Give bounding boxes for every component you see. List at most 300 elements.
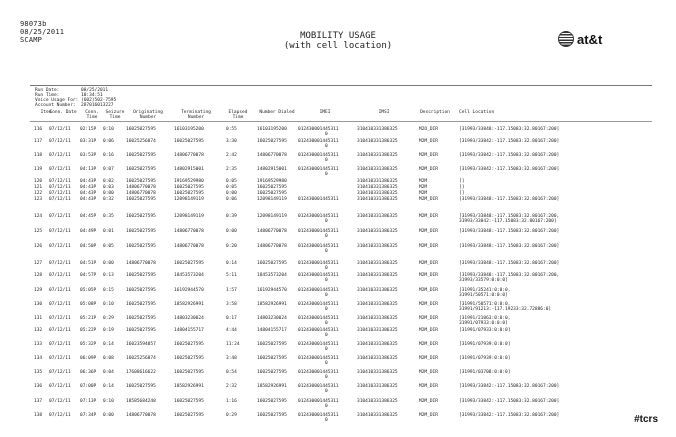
cell-cell: [31991/21063:0:0:0, xyxy=(459,316,511,321)
cell-imei: 012430001445311 xyxy=(298,197,339,202)
cell-time: 04:13P xyxy=(80,167,97,172)
cell-item: 133 xyxy=(34,342,43,347)
cell-desc: M2M_DIR xyxy=(419,356,438,361)
cell-item: 123 xyxy=(34,197,43,202)
cell-seizure: 0:00 xyxy=(103,191,114,196)
cell-desc: M2M_DIR xyxy=(419,197,438,202)
cell-imsi: 310410331386325 xyxy=(357,153,398,158)
cell-term: 16025027595 xyxy=(174,139,204,144)
cell-date: 07/12/11 xyxy=(49,191,71,196)
cell-time: 05:22P xyxy=(80,328,97,333)
cell-desc: M2M_DIR xyxy=(419,229,438,234)
cell-time: 04:43P xyxy=(80,179,97,184)
cell-term: 16025027595 xyxy=(174,185,204,190)
cell-cell: [31991/07939:0:0:0] xyxy=(459,356,511,361)
cell-dialed: 16025027595 xyxy=(257,399,287,404)
cell-time: 04:50P xyxy=(80,244,97,249)
cell-imsi: 310410331386325 xyxy=(357,413,398,418)
cell-dialed: 14802915001 xyxy=(257,167,287,172)
cell-seizure: 0:02 xyxy=(103,179,114,184)
column-header: Conn. Date xyxy=(49,110,77,115)
cell-elapsed: 1:16 xyxy=(226,399,237,404)
imei-suffix: 0 xyxy=(325,404,328,409)
cell-term: 14806770078 xyxy=(174,244,204,249)
cell-date: 07/12/11 xyxy=(49,370,71,375)
cell-elapsed: 0:06 xyxy=(226,197,237,202)
cell-elapsed: 3:48 xyxy=(226,356,237,361)
cell-term: 16025027595 xyxy=(174,399,204,404)
cell-elapsed: 1:57 xyxy=(226,288,237,293)
cell-imsi: 310410331386325 xyxy=(357,288,398,293)
cell-imei: 012430001445311 xyxy=(298,413,339,418)
cell-dialed: 16025027595 xyxy=(257,191,287,196)
cell-desc: M2M_DIR xyxy=(419,167,438,172)
cell-cell: [31991/07939:0:0:0] xyxy=(459,342,511,347)
imei-suffix: 0 xyxy=(325,158,328,163)
cell-imsi: 310410331386325 xyxy=(357,316,398,321)
cell-orig: 18585684248 xyxy=(126,399,156,404)
column-header: Originating Number xyxy=(133,110,163,120)
cell-elapsed: 0:05 xyxy=(226,179,237,184)
cell-dialed: 14804155717 xyxy=(257,328,287,333)
cell-imsi: 310410331386325 xyxy=(357,302,398,307)
column-header: IMEI xyxy=(319,110,331,115)
cell-date: 07/12/11 xyxy=(49,261,71,266)
cell-orig: 16025256874 xyxy=(126,139,156,144)
cell-desc: M2O_DIR xyxy=(419,127,438,132)
cell-date: 07/12/11 xyxy=(49,273,71,278)
cell-time: 03:31P xyxy=(80,139,97,144)
cell-cell: [31993/33848:-117.15083:32.80167:200, xyxy=(459,214,560,219)
cell-term: 16025027595 xyxy=(174,413,204,418)
cell-term: 19169529980 xyxy=(174,179,204,184)
cell-location-continued: 31991/50571:0:0:0] xyxy=(459,293,508,298)
cell-seizure: 0:04 xyxy=(103,370,114,375)
imei-suffix: 0 xyxy=(325,375,328,380)
cell-location-continued: 31991/07933:0:0:0] xyxy=(459,321,508,326)
imei-suffix: 0 xyxy=(325,219,328,224)
cell-seizure: 0:14 xyxy=(103,342,114,347)
title-line-1: MOBILITY USAGE xyxy=(300,31,376,41)
cell-item: 125 xyxy=(34,229,43,234)
cell-time: 04:43P xyxy=(80,197,97,202)
cell-dialed: 14806770078 xyxy=(257,153,287,158)
cell-seizure: 0:16 xyxy=(103,153,114,158)
cell-date: 07/12/11 xyxy=(49,399,71,404)
cell-cell: [31993/33842:-117.15083:32.80167:200] xyxy=(459,153,560,158)
table-header-divider xyxy=(30,121,652,122)
cell-cell: [31993/33842:-117.15083:32.80167:200] xyxy=(459,384,560,389)
cell-orig: 17608616622 xyxy=(126,370,156,375)
cell-date: 07/12/11 xyxy=(49,384,71,389)
column-header: Item xyxy=(40,110,52,115)
cell-date: 07/12/11 xyxy=(49,328,71,333)
cell-orig: 14806770078 xyxy=(126,191,156,196)
cell-desc: M2M_DIR xyxy=(419,384,438,389)
cell-cell: [31991/03708:0:0:0] xyxy=(459,370,511,375)
cell-orig: 16025256874 xyxy=(126,356,156,361)
cell-seizure: 0:00 xyxy=(103,261,114,266)
column-header: Cell Location xyxy=(459,110,495,115)
cell-date: 07/12/11 xyxy=(49,288,71,293)
cell-seizure: 0:07 xyxy=(103,167,114,172)
cell-desc: M2M_DIR xyxy=(419,399,438,404)
cell-imsi: 310410331386325 xyxy=(357,328,398,333)
cell-seizure: 0:06 xyxy=(103,139,114,144)
cell-dialed: 16192944570 xyxy=(257,288,287,293)
cell-elapsed: 0:05 xyxy=(226,185,237,190)
imei-suffix: 0 xyxy=(325,172,328,177)
cell-term: 12098149119 xyxy=(174,197,204,202)
cell-cell: [31991/35241:0:0:0, xyxy=(459,288,511,293)
cell-imsi: 310410331386325 xyxy=(357,179,398,184)
cell-cell: [] xyxy=(459,185,465,190)
cell-date: 07/12/11 xyxy=(49,197,71,202)
cell-time: 02:15P xyxy=(80,127,97,132)
cell-imei: 012430001445311 xyxy=(298,356,339,361)
cell-time: 07:00P xyxy=(80,384,97,389)
meta-value: (602)502-7595 xyxy=(81,98,117,103)
cell-dialed: 16025027595 xyxy=(257,413,287,418)
cell-imei: 012430001445311 xyxy=(298,302,339,307)
cell-imei: 012430001445311 xyxy=(298,261,339,266)
cell-seizure: 0:10 xyxy=(103,127,114,132)
imei-suffix: 0 xyxy=(325,249,328,254)
cell-item: 117 xyxy=(34,139,43,144)
cell-item: 134 xyxy=(34,356,43,361)
cell-orig: 14806770078 xyxy=(126,413,156,418)
cell-dialed: 16025027595 xyxy=(257,356,287,361)
cell-term: 18582926991 xyxy=(174,302,204,307)
cell-cell: [31993/33848:-117.15083:32.80167:200, xyxy=(459,273,560,278)
imei-suffix: 0 xyxy=(325,278,328,283)
cell-orig: 16025027595 xyxy=(126,153,156,158)
cell-imsi: 310410331386325 xyxy=(357,191,398,196)
cell-desc: M2M_DIR xyxy=(419,328,438,333)
cell-time: 04:51P xyxy=(80,261,97,266)
cell-item: 130 xyxy=(34,302,43,307)
cell-desc: M2M_DIR xyxy=(419,214,438,219)
cell-imei: 012430001445311 xyxy=(298,139,339,144)
cell-orig: 16025027595 xyxy=(126,384,156,389)
column-header: Seizure Time xyxy=(105,110,125,120)
cell-elapsed: 0:00 xyxy=(226,229,237,234)
cell-item: 118 xyxy=(34,153,43,158)
cell-seizure: 0:03 xyxy=(103,185,114,190)
cell-dialed: 16025027595 xyxy=(257,185,287,190)
cell-orig: 16025027595 xyxy=(126,127,156,132)
cell-cell: [31993/33848:-117.15083:32.80167:200] xyxy=(459,261,560,266)
cell-term: 18582926991 xyxy=(174,384,204,389)
cell-term: 16025027595 xyxy=(174,370,204,375)
cell-dialed: 14806770078 xyxy=(257,229,287,234)
imei-suffix: 0 xyxy=(325,347,328,352)
cell-elapsed: 2:42 xyxy=(226,153,237,158)
cell-item: 116 xyxy=(34,127,43,132)
cell-seizure: 0:29 xyxy=(103,316,114,321)
cell-elapsed: 2:35 xyxy=(226,167,237,172)
cell-seizure: 0:13 xyxy=(103,273,114,278)
cell-item: 131 xyxy=(34,316,43,321)
cell-dialed: 16025027595 xyxy=(257,261,287,266)
cell-cell: [31991/50571:0:0:0, xyxy=(459,302,511,307)
cell-seizure: 0:00 xyxy=(103,413,114,418)
cell-cell: [31993/33842:-117.15083:32.80167:200] xyxy=(459,399,560,404)
cell-imsi: 310410331386325 xyxy=(357,214,398,219)
cell-term: 14803230024 xyxy=(174,316,204,321)
cell-seizure: 0:05 xyxy=(103,244,114,249)
cell-time: 07:34P xyxy=(80,413,97,418)
cell-imei: 012430001445311 xyxy=(298,214,339,219)
cell-desc: M2M_DIR xyxy=(419,261,438,266)
cell-seizure: 0:08 xyxy=(103,356,114,361)
cell-imsi: 310410331386325 xyxy=(357,229,398,234)
cell-term: 16192944570 xyxy=(174,288,204,293)
cell-seizure: 0:10 xyxy=(103,399,114,404)
cell-dialed: 19169529980 xyxy=(257,179,287,184)
cell-term: 16025027595 xyxy=(174,261,204,266)
cell-imsi: 310410331386325 xyxy=(357,185,398,190)
report-date: 08/25/2011 xyxy=(20,28,65,36)
cell-desc: M2M xyxy=(419,191,428,196)
cell-date: 07/12/11 xyxy=(49,316,71,321)
cell-item: 126 xyxy=(34,244,43,249)
cell-time: 05:08P xyxy=(80,302,97,307)
cell-elapsed: 5:11 xyxy=(226,273,237,278)
cell-orig: 14806770078 xyxy=(126,185,156,190)
cell-orig: 16025027595 xyxy=(126,328,156,333)
cell-seizure: 0:10 xyxy=(103,302,114,307)
cell-location-continued: 31991/91213:-117.19233:32.72886:0] xyxy=(459,307,552,312)
cell-imei: 012430001445311 xyxy=(298,273,339,278)
imei-suffix: 0 xyxy=(325,418,328,423)
cell-elapsed: 0:39 xyxy=(226,214,237,219)
cell-time: 05:21P xyxy=(80,316,97,321)
column-header: Description xyxy=(420,110,450,115)
imei-suffix: 0 xyxy=(325,361,328,366)
cell-item: 132 xyxy=(34,328,43,333)
report-id: 98073b xyxy=(20,20,47,28)
cell-orig: 16025027595 xyxy=(126,288,156,293)
cell-imei: 012430001445311 xyxy=(298,370,339,375)
cell-date: 07/12/11 xyxy=(49,139,71,144)
cell-desc: M2M xyxy=(419,185,428,190)
cell-seizure: 0:14 xyxy=(103,384,114,389)
cell-item: 119 xyxy=(34,167,43,172)
cell-dialed: 18582926991 xyxy=(257,384,287,389)
cell-desc: M2M_DIR xyxy=(419,153,438,158)
cell-elapsed: 0:00 xyxy=(226,191,237,196)
cell-elapsed: 0:54 xyxy=(226,370,237,375)
cell-imsi: 310410331386325 xyxy=(357,342,398,347)
cell-orig: 16025027595 xyxy=(126,273,156,278)
cell-date: 07/12/11 xyxy=(49,185,71,190)
cell-imsi: 310410331386325 xyxy=(357,370,398,375)
cell-location-continued: 31993/33579:0:0:0] xyxy=(459,278,508,283)
cell-term: 14804155717 xyxy=(174,328,204,333)
cell-imsi: 310410331386325 xyxy=(357,139,398,144)
cell-desc: M2M_DIR xyxy=(419,273,438,278)
cell-imei: 012430001445311 xyxy=(298,153,339,158)
cell-seizure: 0:19 xyxy=(103,328,114,333)
cell-date: 07/12/11 xyxy=(49,413,71,418)
att-logo xyxy=(558,31,602,47)
cell-item: 122 xyxy=(34,191,43,196)
cell-term: 16025027595 xyxy=(174,342,204,347)
cell-elapsed: 11:24 xyxy=(226,342,240,347)
cell-orig: 16025027595 xyxy=(126,302,156,307)
cell-time: 05:32P xyxy=(80,342,97,347)
cell-date: 07/12/11 xyxy=(49,356,71,361)
cell-date: 07/12/11 xyxy=(49,302,71,307)
cell-desc: M2M_DIR xyxy=(419,342,438,347)
cell-time: 04:57P xyxy=(80,273,97,278)
column-header: IMSI xyxy=(378,110,390,115)
meta-label: Account Number: xyxy=(35,103,76,108)
cell-time: 07:13P xyxy=(80,399,97,404)
cell-elapsed: 0:17 xyxy=(226,316,237,321)
cell-item: 135 xyxy=(34,370,43,375)
cell-item: 136 xyxy=(34,384,43,389)
cell-orig: 16025027595 xyxy=(126,179,156,184)
cell-cell: [] xyxy=(459,179,465,184)
cell-date: 07/12/11 xyxy=(49,244,71,249)
cell-item: 137 xyxy=(34,399,43,404)
cell-orig: 16025027595 xyxy=(126,244,156,249)
imei-suffix: 0 xyxy=(325,293,328,298)
cell-seizure: 0:32 xyxy=(103,197,114,202)
cell-item: 138 xyxy=(34,413,43,418)
column-header: Conn. Time xyxy=(85,110,99,120)
imei-suffix: 0 xyxy=(325,266,328,271)
cell-seizure: 0:35 xyxy=(103,214,114,219)
cell-cell: [] xyxy=(459,191,465,196)
cell-imsi: 310410331386325 xyxy=(357,197,398,202)
cell-term: 18453573204 xyxy=(174,273,204,278)
cell-dialed: 12098149119 xyxy=(257,214,287,219)
cell-time: 03:53P xyxy=(80,153,97,158)
report-system: SCAMP xyxy=(20,36,43,44)
cell-orig: 16025027595 xyxy=(126,229,156,234)
cell-dialed: 14806770078 xyxy=(257,244,287,249)
cell-orig: 14806770078 xyxy=(126,261,156,266)
cell-imsi: 310410331386325 xyxy=(357,261,398,266)
cell-time: 06:09P xyxy=(80,356,97,361)
meta-label: Run Time: xyxy=(35,93,60,98)
cell-item: 129 xyxy=(34,288,43,293)
column-header: Terminating Number xyxy=(181,110,211,120)
cell-dialed: 16025027595 xyxy=(257,370,287,375)
cell-cell: [31991/07933:0:0:0] xyxy=(459,328,511,333)
meta-label: Voice Usage For: xyxy=(35,98,79,103)
cell-dialed: 18453573204 xyxy=(257,273,287,278)
cell-imsi: 310410331386325 xyxy=(357,273,398,278)
cell-desc: M2M_DIR xyxy=(419,413,438,418)
imei-suffix: 0 xyxy=(325,321,328,326)
cell-location-continued: 31993/33842:-117.15083:32.80167:200] xyxy=(459,219,557,224)
cell-imei: 012430001445311 xyxy=(298,328,339,333)
cell-cell: [31993/33842:-117.15083:32.80167:200] xyxy=(459,139,560,144)
cell-item: 120 xyxy=(34,179,43,184)
cell-imei: 012430001445311 xyxy=(298,229,339,234)
cell-term: 12098149119 xyxy=(174,214,204,219)
cell-date: 07/12/11 xyxy=(49,342,71,347)
cell-orig: 16023594057 xyxy=(126,342,156,347)
meta-label: Run Date: xyxy=(35,88,60,93)
cell-imei: 012430001445311 xyxy=(298,342,339,347)
cell-term: 16025027595 xyxy=(174,356,204,361)
cell-desc: M2M_DIR xyxy=(419,244,438,249)
cell-item: 127 xyxy=(34,261,43,266)
cell-desc: M2M_DIR xyxy=(419,370,438,375)
cell-orig: 16025027595 xyxy=(126,197,156,202)
column-header: Elapsed Time xyxy=(228,110,248,120)
cell-cell: [31993/33842:-117.15083:32.80167:200] xyxy=(459,167,560,172)
cell-imsi: 310410331386325 xyxy=(357,356,398,361)
imei-suffix: 0 xyxy=(325,389,328,394)
imei-suffix: 0 xyxy=(325,307,328,312)
cell-elapsed: 0:29 xyxy=(226,413,237,418)
cell-desc: M2M_DIR xyxy=(419,302,438,307)
meta-value: 287016013227 xyxy=(81,103,114,108)
cell-cell: [31993/33848:-117.15083:32.80167:200] xyxy=(459,244,560,249)
cell-desc: M2M_DIR xyxy=(419,288,438,293)
cell-dialed: 14803230024 xyxy=(257,316,287,321)
cell-date: 07/12/11 xyxy=(49,179,71,184)
cell-item: 128 xyxy=(34,273,43,278)
cell-term: 16025027595 xyxy=(174,191,204,196)
cell-imei: 012430001445311 xyxy=(298,244,339,249)
imei-suffix: 0 xyxy=(325,234,328,239)
cell-cell: [31993/33848:-117.15083:32.80167:200] xyxy=(459,127,560,132)
meta-value: 08/25/2011 xyxy=(81,88,109,93)
cell-desc: M2M_DIR xyxy=(419,316,438,321)
cell-seizure: 0:01 xyxy=(103,229,114,234)
imei-suffix: 0 xyxy=(325,132,328,137)
cell-elapsed: 4:44 xyxy=(226,328,237,333)
cell-term: 14806770078 xyxy=(174,229,204,234)
cell-imsi: 310410331386325 xyxy=(357,384,398,389)
cell-dialed: 16103195200 xyxy=(257,127,287,132)
cell-orig: 16025027595 xyxy=(126,167,156,172)
watermark-tag: #tcrs xyxy=(634,414,658,425)
cell-imsi: 310410331386325 xyxy=(357,399,398,404)
cell-date: 07/12/11 xyxy=(49,127,71,132)
cell-elapsed: 2:32 xyxy=(226,384,237,389)
meta-row xyxy=(35,103,116,108)
cell-imsi: 310410331386325 xyxy=(357,167,398,172)
cell-time: 04:49P xyxy=(80,229,97,234)
cell-orig: 16025027595 xyxy=(126,214,156,219)
cell-item: 121 xyxy=(34,185,43,190)
cell-elapsed: 3:58 xyxy=(226,302,237,307)
cell-date: 07/12/11 xyxy=(49,229,71,234)
cell-dialed: 16025027595 xyxy=(257,139,287,144)
cell-item: 124 xyxy=(34,214,43,219)
cell-elapsed: 0:14 xyxy=(226,261,237,266)
cell-imei: 012430001445311 xyxy=(298,288,339,293)
cell-term: 14806770078 xyxy=(174,153,204,158)
column-header: Number Dialed xyxy=(259,110,295,115)
cell-imei: 012430001445311 xyxy=(298,127,339,132)
cell-imsi: 310410331386325 xyxy=(357,244,398,249)
cell-seizure: 0:15 xyxy=(103,288,114,293)
logo-text: at&t xyxy=(577,31,603,47)
cell-desc: M2M xyxy=(419,179,428,184)
cell-term: 14802915001 xyxy=(174,167,204,172)
cell-desc: M2M_DIR xyxy=(419,139,438,144)
header-divider xyxy=(30,85,652,86)
